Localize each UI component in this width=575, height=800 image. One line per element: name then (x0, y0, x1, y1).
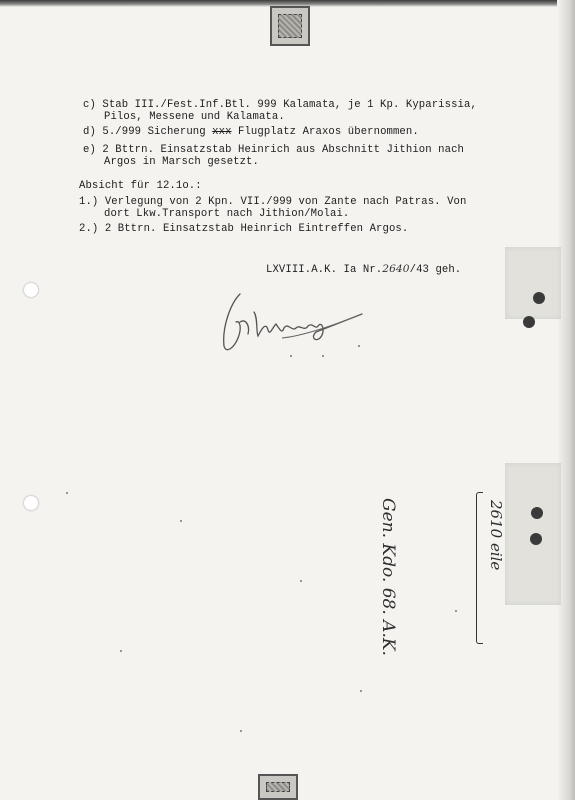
stamp-top (270, 6, 310, 46)
margin-note: Gen. Kdo. 68. A.K. (378, 498, 398, 656)
signature (212, 282, 372, 362)
speck (358, 345, 360, 347)
reference-number: LXVIII.A.K. Ia Nr.2640/43 geh. (266, 263, 462, 276)
text-line: Argos in Marsch gesetzt. (104, 156, 259, 168)
margin-bracket (476, 492, 483, 644)
text-line: Pilos, Messene und Kalamata. (104, 111, 285, 123)
punch-hole (533, 292, 545, 304)
binder-tab (505, 247, 561, 319)
intent-item: 1.) Verlegung von 2 Kpn. VII./999 von Zante nach Patras. Von (79, 196, 467, 208)
intent-heading: Absicht für 12.1o.: (79, 180, 202, 192)
speck (180, 520, 182, 522)
margin-note-2: 2610 eile (487, 500, 505, 571)
speck (240, 730, 242, 732)
punch-hole (523, 316, 535, 328)
speck (360, 690, 362, 692)
speck (322, 355, 324, 357)
punch-hole (24, 496, 38, 510)
text-line: c) Stab III./Fest.Inf.Btl. 999 Kalamata, je 1 Kp. Kyparissia, (83, 99, 477, 111)
text-line: e) 2 Bttrn. Einsatzstab Heinrich aus Abschnitt Jithion nach (83, 144, 464, 156)
speck (290, 355, 292, 357)
speck (300, 580, 302, 582)
intent-item-cont: dort Lkw.Transport nach Jithion/Molai. (104, 208, 350, 220)
intent-item: 2.) 2 Bttrn. Einsatzstab Heinrich Eintreffen Argos. (79, 223, 409, 235)
speck (66, 492, 68, 494)
punch-hole (24, 283, 38, 297)
speck (455, 610, 457, 612)
page-right-shadow (557, 0, 575, 800)
punch-hole (530, 533, 542, 545)
stamp-bottom (258, 774, 298, 800)
punch-hole (531, 507, 543, 519)
text-line: d) 5./999 Sicherung xxx Flugplatz Araxos übernommen. (83, 126, 419, 138)
speck (120, 650, 122, 652)
